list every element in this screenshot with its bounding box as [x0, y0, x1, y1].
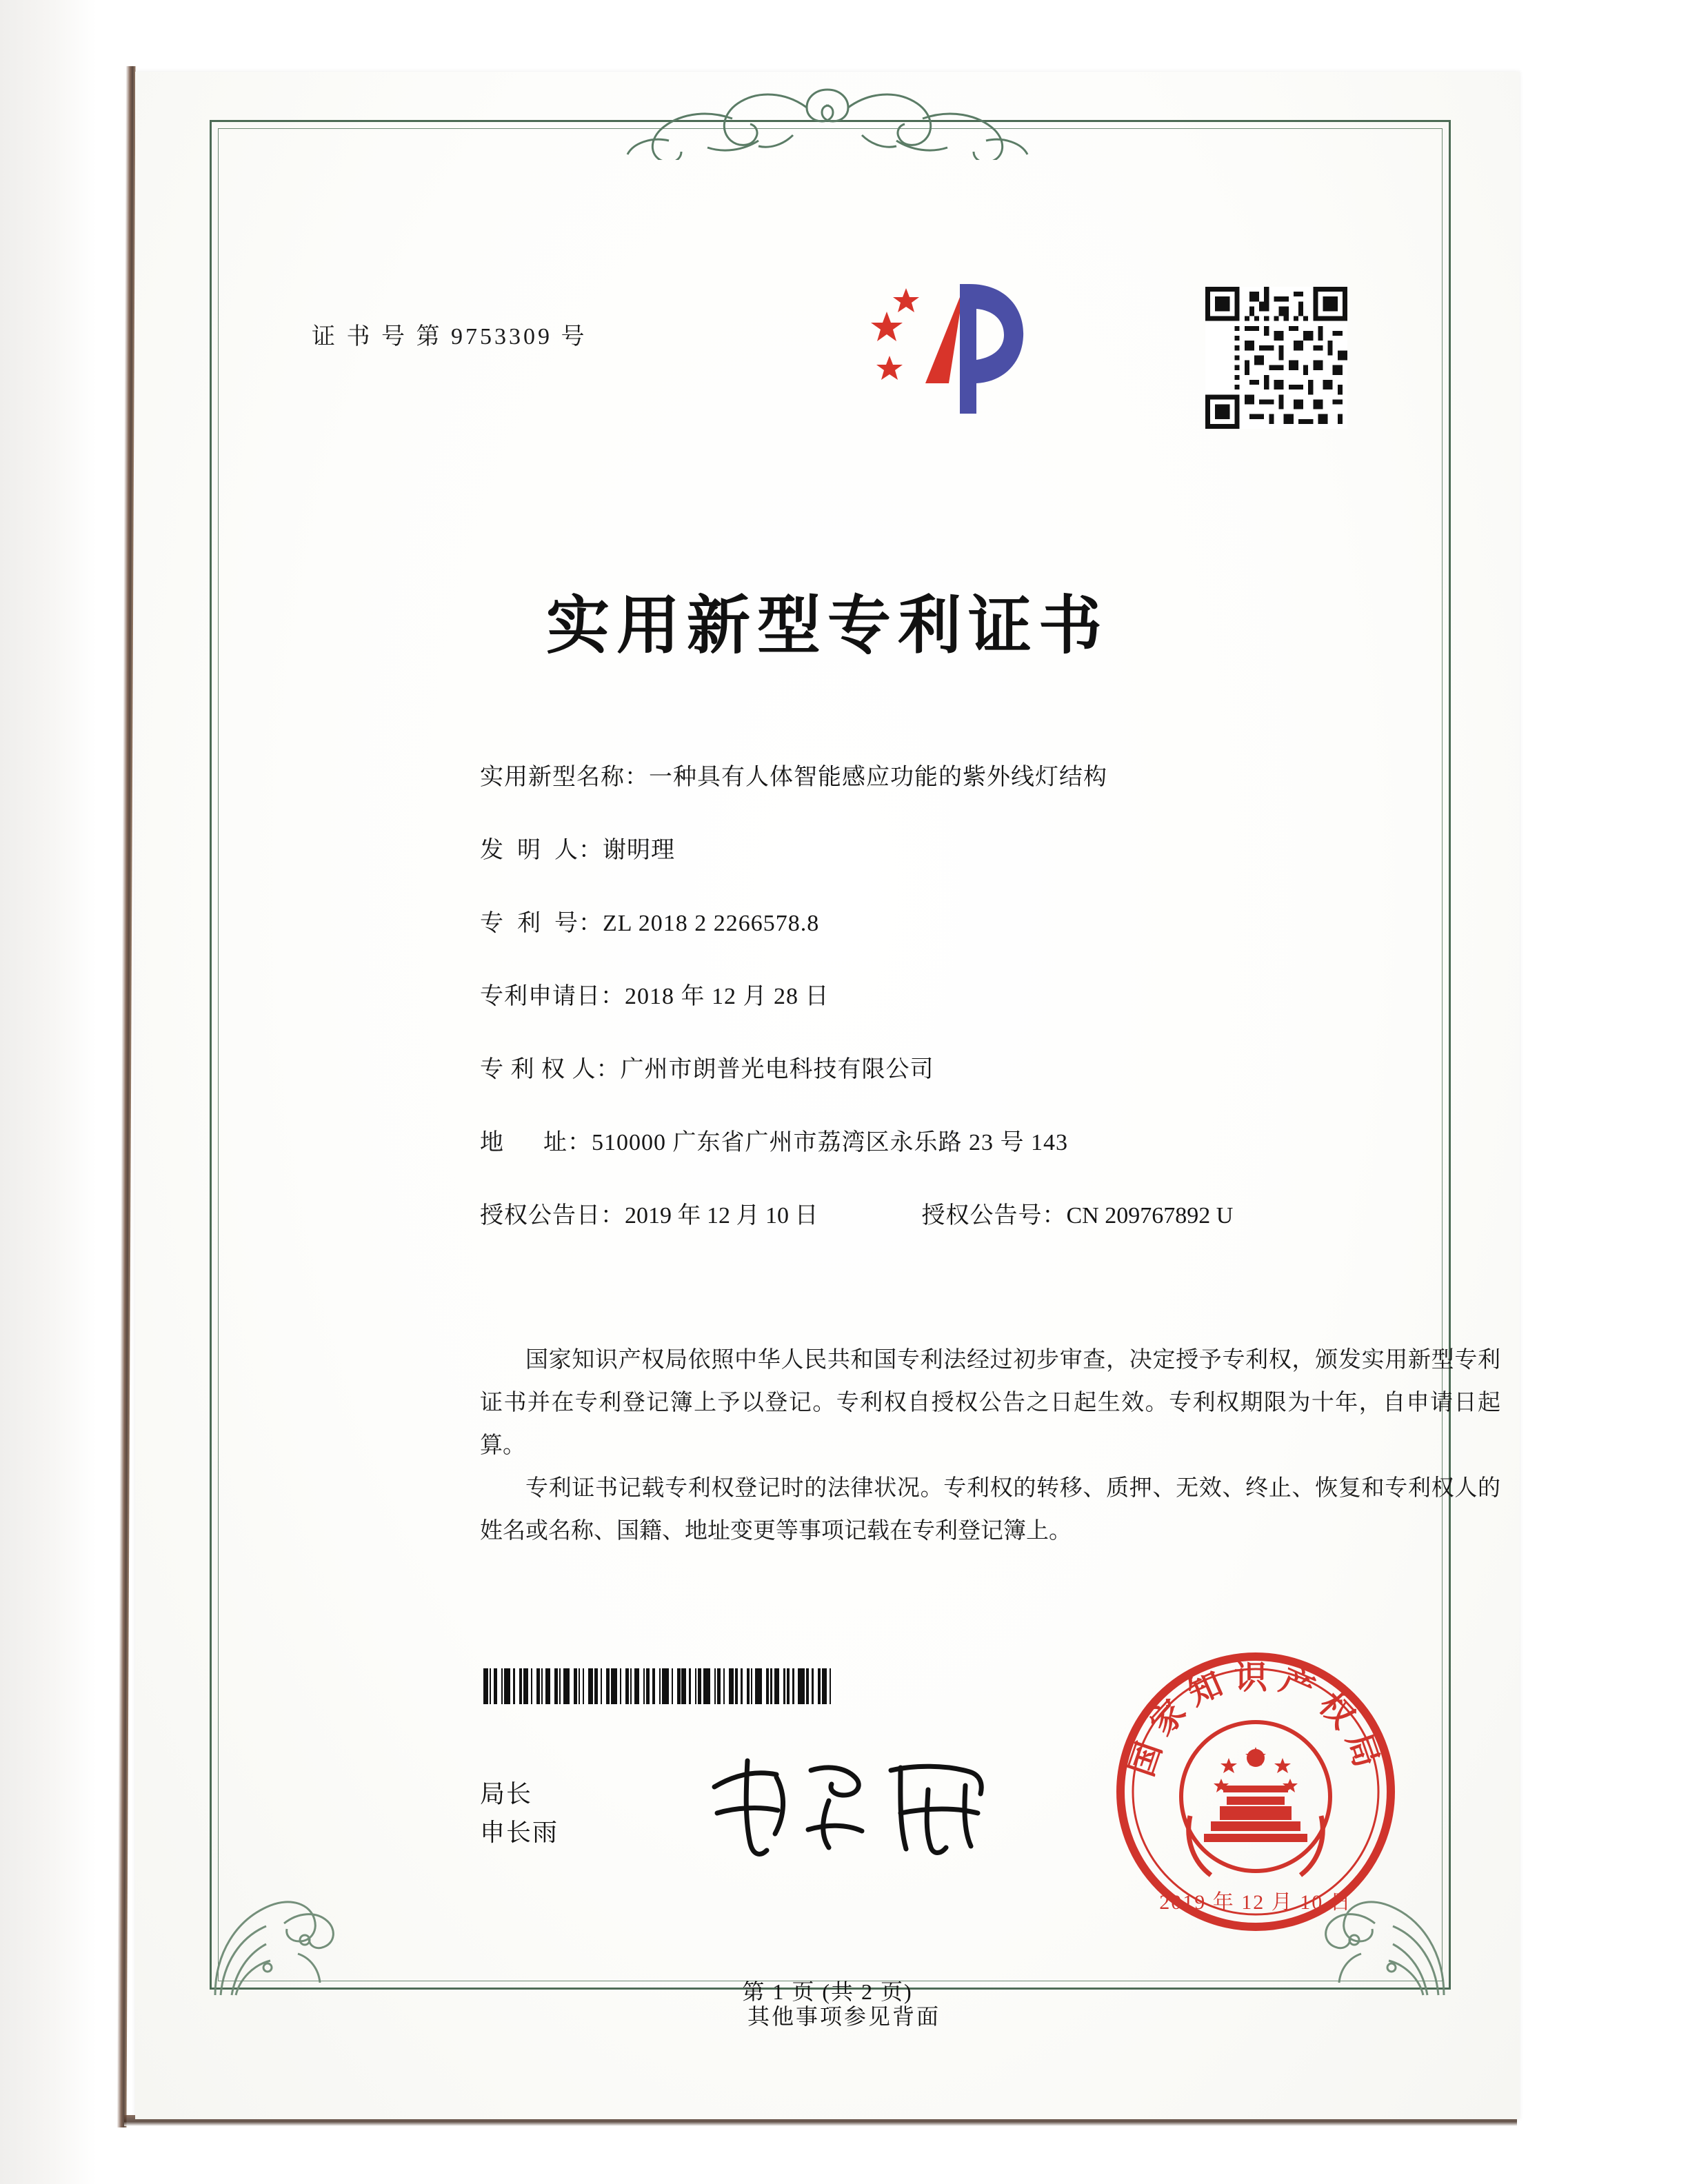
field-inventor [480, 831, 1514, 865]
signature-title: 局长 [480, 1780, 533, 1808]
page-number: 第 1 页 (共 2 页) [742, 1979, 913, 2004]
announcement-date-label: 授权公告日： [480, 1203, 625, 1228]
field-label: 专 利 号： [480, 911, 603, 936]
cnipa-emblem-icon [866, 279, 1073, 423]
qr-code-icon [1205, 287, 1347, 429]
field-address [480, 1123, 1514, 1157]
field-value: 一种具有人体智能感应功能的紫外线灯结构 [649, 765, 1107, 790]
seal-date: 2019 年 12 月 10 日 [1159, 1891, 1352, 1914]
barcode-icon [483, 1668, 835, 1704]
ornament-top-icon [586, 77, 1069, 160]
scanner-shadow-edge [117, 66, 135, 2127]
field-utility-model-name [480, 758, 1514, 791]
field-value: 谢明理 [603, 838, 675, 863]
announcement-number-value: CN 209767892 U [1066, 1203, 1234, 1228]
field-value: 510000 广东省广州市荔湾区永乐路 23 号 143 [592, 1130, 1068, 1155]
body-text [480, 1339, 1500, 1553]
field-application-date [480, 977, 1514, 1011]
body-paragraph-2: 专利证书记载专利权登记时的法律状况。专利权的转移、质押、无效、终止、恢复和专利权人的姓名或名称、国籍、地址变更等事项记载在专利登记簿上。 [480, 1476, 1500, 1544]
scanner-left-margin [0, 0, 97, 2184]
footnote: 其他事项参见背面 [747, 2004, 941, 2029]
announcement-number-label: 授权公告号： [921, 1203, 1067, 1228]
certificate-number: 证 书 号 第 9753309 号 [312, 324, 587, 350]
field-value: 2018 年 12 月 28 日 [625, 984, 830, 1009]
announcement-date-value: 2019 年 12 月 10 日 [625, 1203, 818, 1228]
handwritten-signature-icon [694, 1747, 1011, 1871]
field-patent-number [480, 904, 1514, 938]
certificate-paper [135, 72, 1520, 2119]
field-announcement [480, 1196, 1514, 1230]
signature-name: 申长雨 [480, 1819, 559, 1846]
page-title: 实用新型专利证书 [545, 588, 1109, 663]
field-label: 专 利 权 人： [480, 1057, 621, 1082]
field-label: 实用新型名称： [480, 765, 649, 790]
seal-ring-text: 国家知识产权局 [1122, 1658, 1389, 1781]
body-paragraph-1: 国家知识产权局依照中华人民共和国专利法经过初步审查，决定授予专利权，颁发实用新型专利证书并在专利登记簿上予以登记。专利权自授权公告之日起生效。专利权期限为十年，自申请日起算。 [480, 1348, 1500, 1458]
field-value: ZL 2018 2 2266578.8 [603, 911, 820, 936]
signature-block [480, 1775, 559, 1852]
field-label: 地 址： [480, 1130, 592, 1155]
field-label: 发 明 人： [480, 838, 603, 863]
field-value: 广州市朗普光电科技有限公司 [620, 1057, 934, 1082]
field-label: 专利申请日： [480, 984, 625, 1009]
fields-list [480, 758, 1514, 1269]
field-patentee [480, 1050, 1514, 1084]
